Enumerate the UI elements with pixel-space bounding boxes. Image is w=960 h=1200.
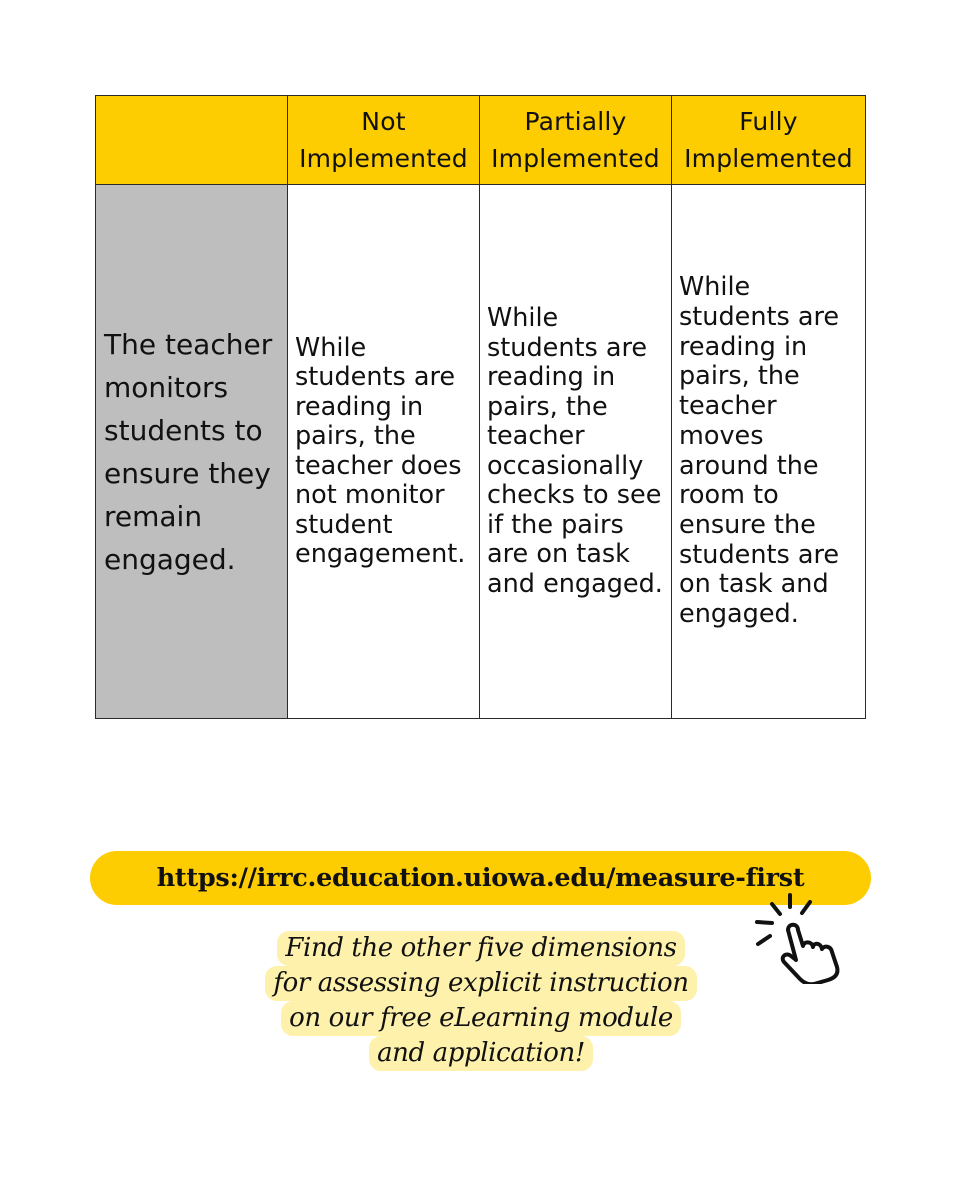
header-partially-implemented xyxy=(480,96,672,185)
header-partially-implemented-line1: Partially xyxy=(524,107,627,136)
hand-pointer-click-icon xyxy=(748,892,848,984)
partially-implemented-description: While students are reading in pairs, the teacher occasionally checks to see if the pairs are on task and engaged. xyxy=(480,185,672,719)
header-fully-implemented-line2: Implemented xyxy=(684,144,853,173)
callout-line-1: Find the other five dimensions xyxy=(277,931,684,966)
callout-line-2: for assessing explicit instruction xyxy=(265,966,696,1001)
rubric-table xyxy=(95,95,866,719)
header-not-implemented-line1: Not xyxy=(361,107,406,136)
header-empty-cell xyxy=(96,96,288,185)
callout-line-3: on our free eLearning module xyxy=(281,1001,681,1036)
callout-message xyxy=(236,931,726,1071)
url-link[interactable]: https://irrc.education.uiowa.edu/measure-first xyxy=(90,851,871,905)
callout-line-4: and application! xyxy=(369,1036,593,1071)
header-not-implemented xyxy=(288,96,480,185)
criterion-cell: The teacher monitors students to ensure they remain engaged. xyxy=(96,185,288,719)
rubric-header-row xyxy=(96,96,866,185)
fully-implemented-description: While students are reading in pairs, the teacher moves around the room to ensure the students are on task and engaged. xyxy=(672,185,866,719)
header-fully-implemented xyxy=(672,96,866,185)
header-fully-implemented-line1: Fully xyxy=(739,107,798,136)
rubric-body-row xyxy=(96,185,866,719)
header-partially-implemented-line2: Implemented xyxy=(491,144,660,173)
header-not-implemented-line2: Implemented xyxy=(299,144,468,173)
not-implemented-description: While students are reading in pairs, the teacher does not monitor student engagement. xyxy=(288,185,480,719)
